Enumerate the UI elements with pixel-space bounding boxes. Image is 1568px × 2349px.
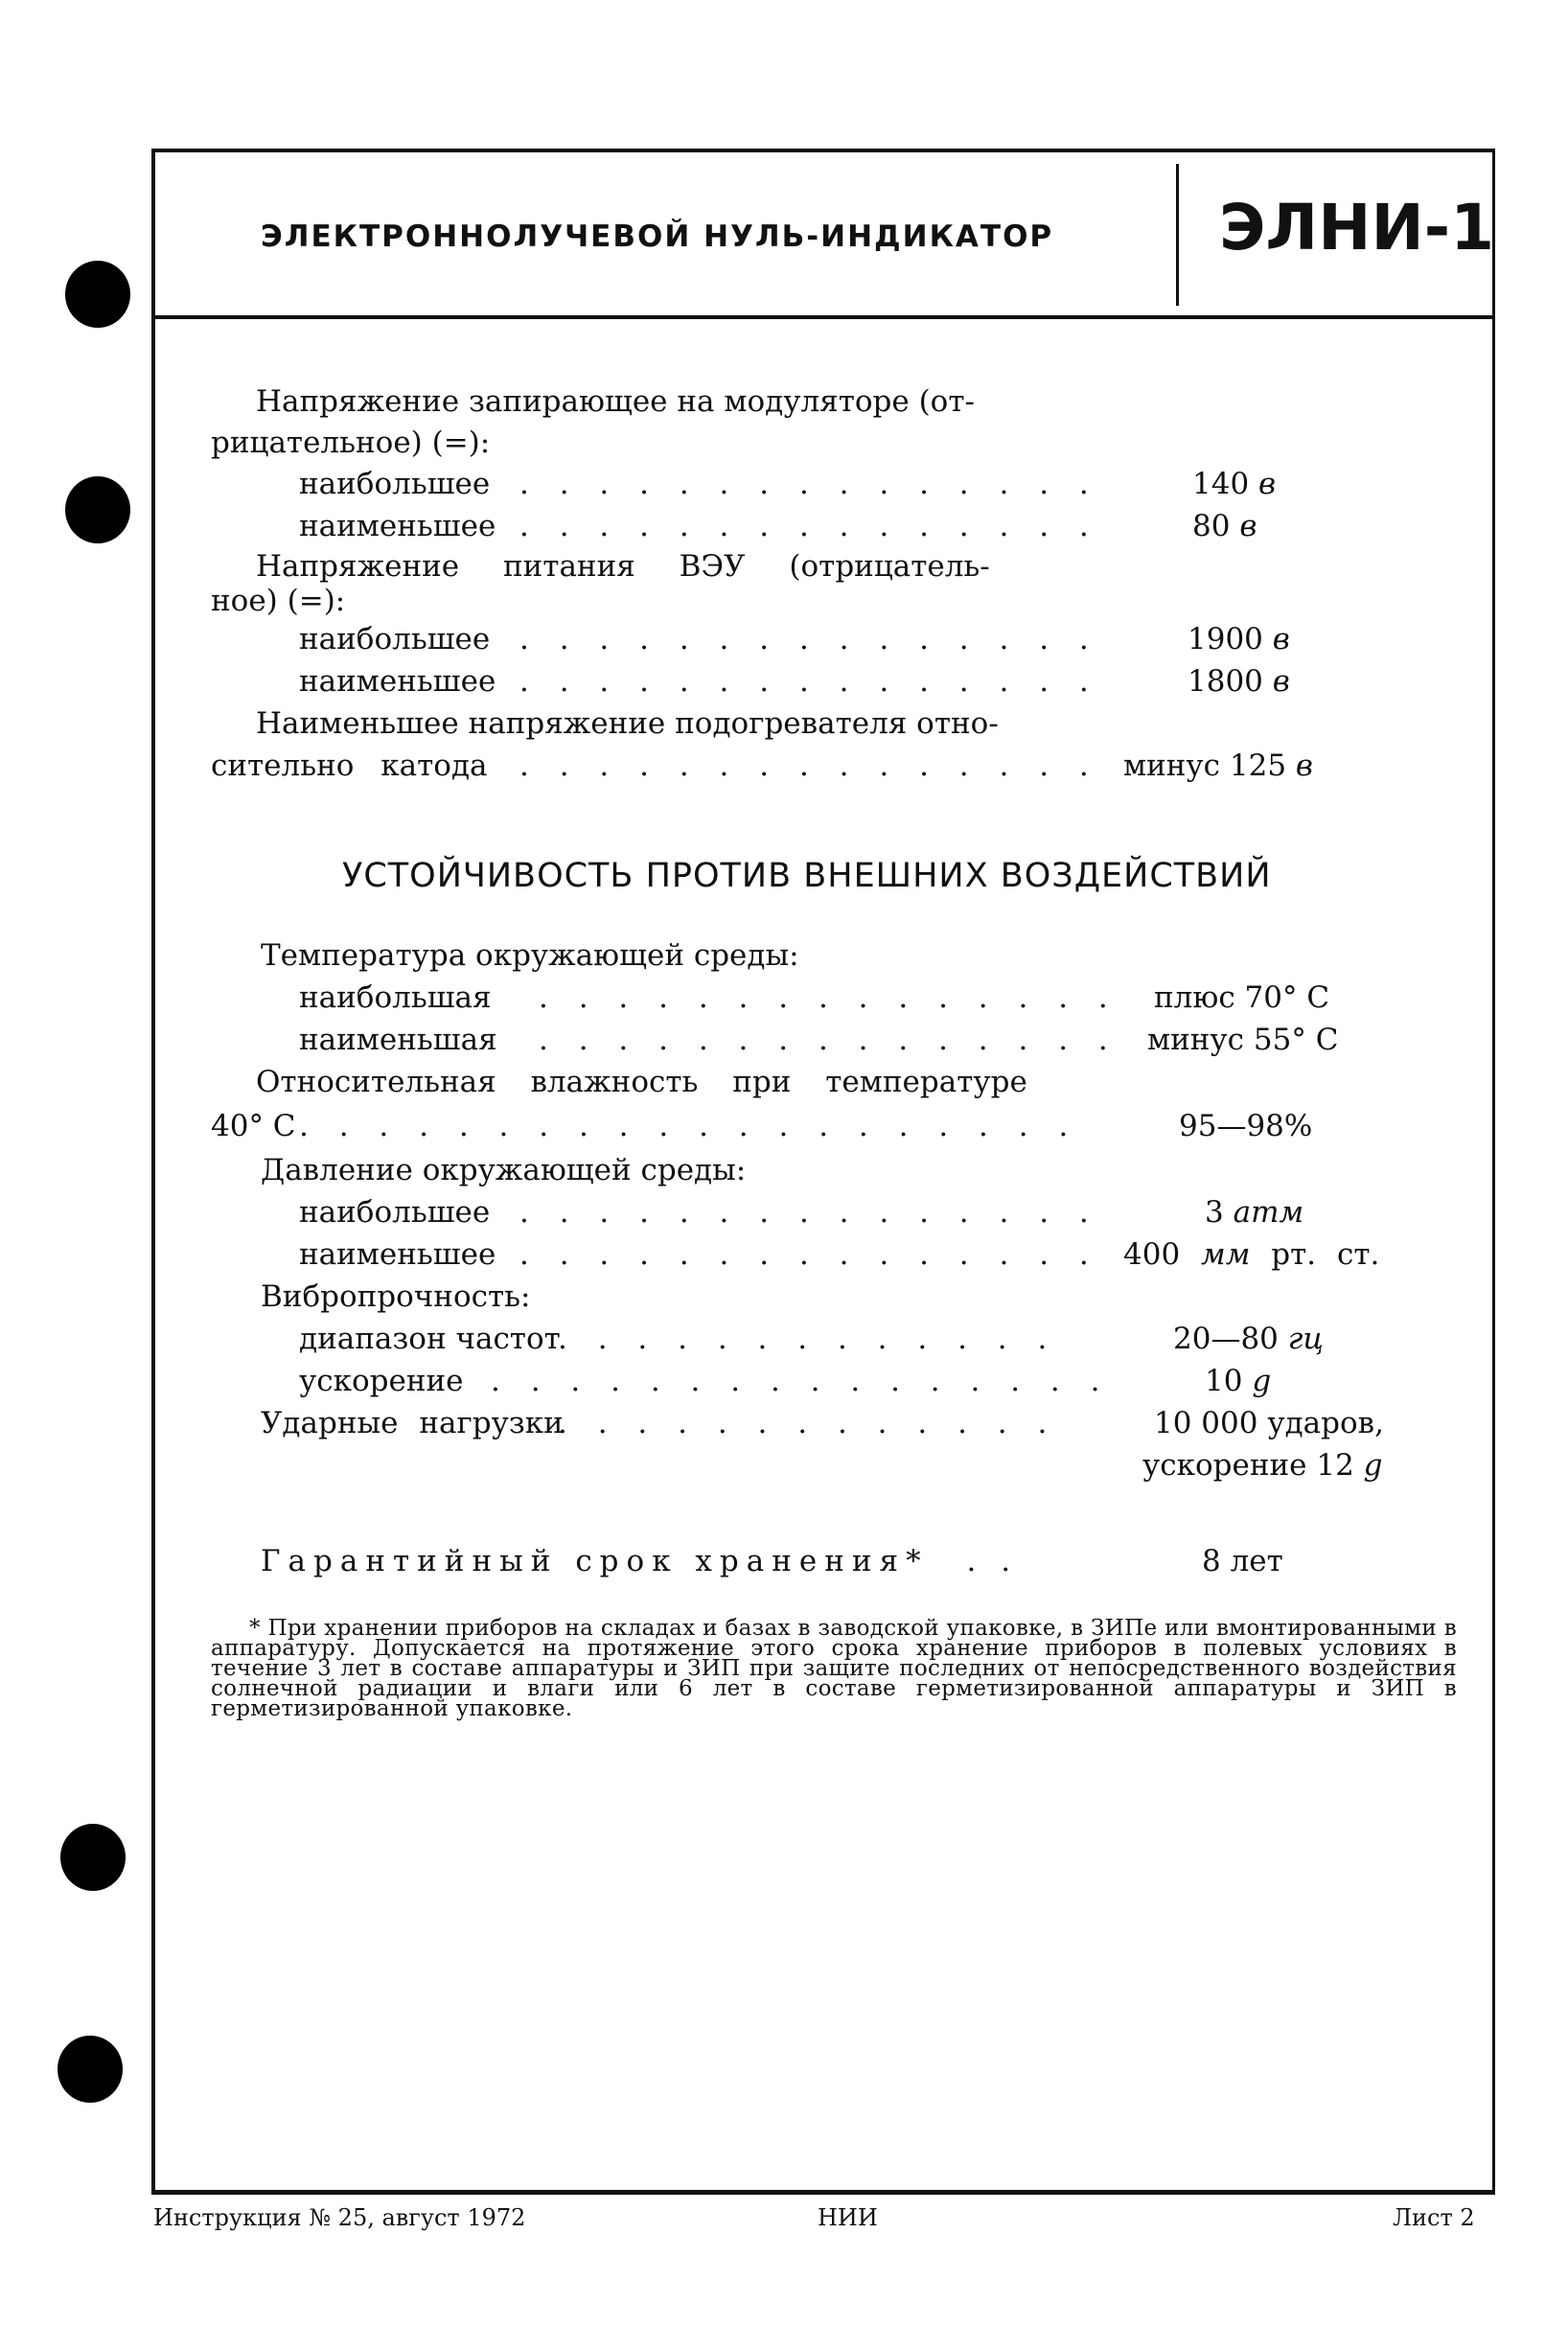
spec-label: наибольшее [299,622,491,656]
spec-heading: Относительная влажность при температуре [256,1065,1027,1099]
spec-value: 20—80 гц [1173,1322,1325,1356]
spec-value: 1800 в [1188,664,1290,699]
punch-hole [65,476,130,543]
spec-label: наименьшее [299,664,496,699]
spec-heading: Наименьшее напряжение подогревателя отно- [256,706,999,741]
leader-dots: . . [966,1544,1019,1578]
spec-label: ускорение [299,1364,464,1398]
spec-heading: Давление окружающей среды: [261,1153,747,1187]
warranty-value: 8 лет [1202,1544,1283,1578]
footer-sheet-number: Лист 2 [1393,2204,1475,2231]
leader-dots: . . . . . . . . . . . . . . . [519,622,1099,656]
page-frame [151,149,1495,2195]
spec-label: наименьшее [299,1237,496,1272]
spec-value: 1900 в [1188,622,1290,656]
footer-publisher: НИИ [818,2204,878,2231]
spec-value: 3 атм [1205,1195,1304,1230]
footnote: * При хранении приборов на складах и базах в заводской упаковке, в ЗИПе или вмонтированными в аппаратуру. Допускается на протяжение этого срока хранение приборов в полевых условиях в течение 3 лет в составе аппаратуры и ЗИП при защите последних от непосредственного воздействия солнечной радиации и влаги или 6 лет в составе герметизированной аппаратуры и ЗИП в герметизированной упаковке. [211,1616,1457,1721]
spec-value: 80 в [1192,509,1257,543]
spec-value: минус 55° C [1147,1023,1339,1057]
spec-label: наибольшая [299,980,492,1015]
punch-hole [58,2036,123,2103]
spec-label: наименьшее [299,509,496,543]
punch-hole [60,1824,126,1891]
spec-heading: Напряжение запирающее на модуляторе (от- [256,384,975,419]
spec-label: наименьшая [299,1023,497,1057]
device-code: ЭЛНИ-1 [1219,191,1495,265]
leader-dots: . . . . . . . . . . . . . . . . [491,1364,1111,1398]
leader-dots: . . . . . . . . . . . . . . . [519,467,1099,501]
spec-value: ускорение 12 g [1142,1448,1383,1483]
spec-value: 140 в [1192,467,1277,501]
leader-dots: . . . . . . . . . . . . . . . . . . . . [299,1109,1079,1143]
spec-heading-cont: ное) (=): [211,584,346,618]
document-title: ЭЛЕКТРОННОЛУЧЕВОЙ НУЛЬ-ИНДИКАТОР [261,219,1054,254]
spec-value: 10 g [1205,1364,1272,1398]
leader-dots: . . . . . . . . . . . . . . . [539,980,1118,1015]
spec-value: минус 125 в [1123,748,1313,783]
punch-hole [65,261,130,328]
spec-label: наибольшее [299,467,491,501]
spec-value: плюс 70° C [1154,980,1330,1015]
footer-instruction: Инструкция № 25, август 1972 [153,2204,526,2231]
spec-heading: Вибропрочность: [261,1279,531,1314]
spec-label: сительно катода [211,748,488,783]
leader-dots: . . . . . . . . . . . . . . . [519,1237,1099,1272]
spec-label: Ударные нагрузки [261,1406,564,1440]
spec-label: диапазон частот [299,1322,561,1356]
leader-dots: . . . . . . . . . . . . . [558,1406,1058,1440]
leader-dots: . . . . . . . . . . . . . . . [519,664,1099,699]
leader-dots: . . . . . . . . . . . . . . . [519,748,1099,783]
spec-value: 10 000 ударов, [1154,1406,1384,1440]
spec-value: 400 мм рт. ст. [1123,1237,1380,1272]
leader-dots: . . . . . . . . . . . . . . . [539,1023,1118,1057]
header-divider [1176,164,1179,306]
spec-heading: Напряжение питания ВЭУ (отрицатель- [256,549,990,584]
spec-heading: Температура окружающей среды: [261,938,799,973]
spec-value: 95—98% [1179,1109,1313,1143]
leader-dots: . . . . . . . . . . . . . . . [519,1195,1099,1230]
section-title: УСТОЙЧИВОСТЬ ПРОТИВ ВНЕШНИХ ВОЗДЕЙСТВИЙ [342,857,1272,895]
spec-heading-cont: рицательное) (=): [211,426,491,460]
leader-dots: . . . . . . . . . . . . . [558,1322,1058,1356]
warranty-label: Гарантийный срок хранения* . . [261,1544,1019,1578]
page-header [155,152,1495,319]
spec-label: 40° C [211,1109,296,1143]
spec-label: наибольшее [299,1195,491,1230]
leader-dots: . . . . . . . . . . . . . . . [519,509,1099,543]
